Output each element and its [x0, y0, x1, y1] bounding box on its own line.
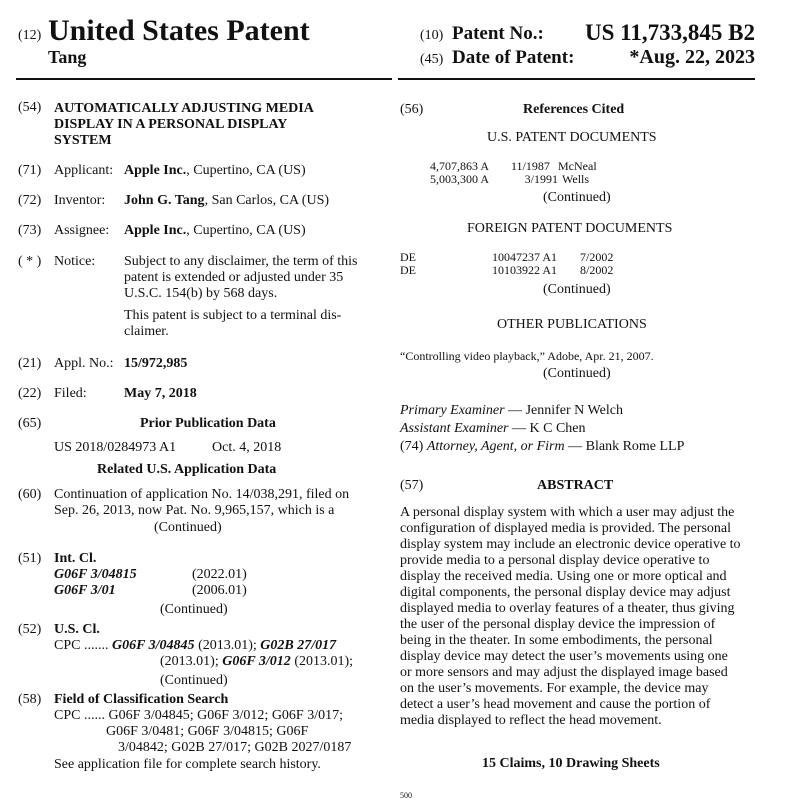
continuation-continued: (Continued) — [154, 520, 222, 535]
other-publication-entry: “Controlling video playback,” Adobe, Apr. 21, 2007. — [400, 349, 654, 363]
primary-examiner-name: — Jennifer N Welch — [508, 403, 623, 418]
continuation-text — [54, 487, 349, 519]
abstract-heading: ABSTRACT — [537, 478, 614, 493]
intcl-continued: (Continued) — [160, 602, 228, 617]
cpc-line — [54, 638, 336, 654]
continuation-line: Sep. 26, 2013, now Pat. No. 9,965,157, which is a — [54, 503, 335, 518]
abstract-line: the user of the personal display device the impression of — [400, 617, 716, 632]
inventor-location: , San Carlos, CA (US) — [204, 193, 330, 208]
cpc-version: (2013.01); — [160, 654, 223, 669]
related-application-heading: Related U.S. Application Data — [97, 462, 277, 477]
assignee-name: Apple Inc. — [124, 223, 187, 238]
appl-label: Appl. No.: — [54, 356, 114, 371]
prior-field-number: (65) — [18, 416, 42, 431]
inventor-field-number: (72) — [18, 193, 42, 208]
intcl-code: G06F 3/04815 — [54, 567, 137, 582]
us-reference-row — [430, 173, 589, 186]
us-ref-date: 11/1987 — [511, 159, 550, 173]
invention-title-line: AUTOMATICALLY ADJUSTING MEDIA — [54, 101, 314, 116]
abstract-field-number: (57) — [400, 478, 424, 493]
foreign-ref-number: 10047237 A1 — [492, 250, 558, 264]
applicant-value — [124, 163, 306, 179]
us-ref-number: 5,003,300 A — [430, 172, 490, 186]
date-number: (45) — [420, 52, 444, 67]
continuation-line: Continuation of application No. 14/038,291, filed on — [54, 487, 350, 502]
applicant-location: , Cupertino, CA (US) — [186, 163, 306, 178]
inventor-label: Inventor: — [54, 193, 106, 208]
foreign-ref-date: 8/2002 — [580, 263, 614, 277]
attorney-name: — Blank Rome LLP — [568, 439, 685, 454]
abstract-line: on the user’s movements. For example, the device may — [400, 681, 709, 696]
filed-label: Filed: — [54, 386, 87, 401]
intcl-label: Int. Cl. — [54, 551, 97, 566]
field-search-label: Field of Classification Search — [54, 692, 229, 707]
applicant-name: Apple Inc. — [124, 163, 187, 178]
notice-line: This patent is subject to a terminal dis- — [124, 308, 342, 323]
application-number: 15/972,985 — [124, 356, 188, 371]
other-publications-continued: (Continued) — [543, 366, 611, 381]
foreign-patent-documents-heading: FOREIGN PATENT DOCUMENTS — [467, 221, 673, 236]
patent-no-label: Patent No.: — [452, 23, 544, 44]
us-refs-continued: (Continued) — [543, 190, 611, 205]
intcl-code: G06F 3/01 — [54, 583, 116, 598]
references-heading: References Cited — [523, 102, 625, 117]
abstract-line: being in the theater. In some embodiments, the personal — [400, 633, 713, 648]
invention-title-line: DISPLAY IN A PERSONAL DISPLAY — [54, 117, 288, 132]
prior-publication-heading: Prior Publication Data — [140, 416, 276, 431]
header-rule-right — [398, 78, 755, 80]
abstract-line: provide media to a personal display device operative to — [400, 553, 710, 568]
applicant-label: Applicant: — [54, 163, 114, 178]
assistant-examiner-name: — K C Chen — [512, 421, 586, 436]
patent-title-heading: United States Patent — [48, 14, 310, 47]
abstract-line: displayed media to overlay features of a theater, thus giving — [400, 601, 735, 616]
abstract-line: display system may include an electronic device operative to — [400, 537, 741, 552]
terminal-disclaimer-text — [124, 308, 341, 340]
abstract-line: display the received media. Using one or more optical and — [400, 569, 727, 584]
us-ref-number: 4,707,863 A — [430, 159, 490, 173]
field-search-number: (58) — [18, 692, 42, 707]
filed-date: May 7, 2018 — [124, 386, 197, 401]
attorney-field-number: (74) — [400, 439, 424, 454]
uscl-label: U.S. Cl. — [54, 622, 100, 637]
kind-code-number: (12) — [18, 28, 42, 43]
field-search-line: 3/04842; G02B 27/017; G02B 2027/0187 — [118, 740, 352, 755]
notice-field-number: ( * ) — [18, 254, 42, 269]
us-ref-name: Wells — [562, 172, 590, 186]
abstract-line: display device may detect the user’s movements using one — [400, 649, 728, 664]
us-patent-documents-heading: U.S. PATENT DOCUMENTS — [487, 130, 657, 145]
invention-title-line: SYSTEM — [54, 133, 112, 148]
invention-title — [54, 101, 314, 149]
date-of-patent: *Aug. 22, 2023 — [629, 46, 755, 68]
abstract-line: digital components, the personal display device may adjust — [400, 585, 731, 600]
cpc-code: G06F 3/012 — [222, 654, 291, 669]
abstract-line: or more sensors and may adjust the displayed image based — [400, 665, 728, 680]
field-search-note: See application file for complete search history. — [54, 757, 321, 772]
notice-line: Subject to any disclaimer, the term of this — [124, 254, 358, 269]
assignee-location: , Cupertino, CA (US) — [186, 223, 306, 238]
claims-and-drawings: 15 Claims, 10 Drawing Sheets — [482, 756, 660, 771]
inventor-name: John G. Tang — [124, 193, 205, 208]
foreign-ref-country: DE — [400, 250, 416, 264]
title-field-number: (54) — [18, 100, 42, 115]
inventor-value — [124, 193, 329, 209]
assignee-label: Assignee: — [54, 223, 110, 238]
intcl-field-number: (51) — [18, 551, 42, 566]
abstract-line: A personal display system with which a user may adjust the — [400, 505, 735, 520]
cpc-version: (2013.01); — [290, 654, 354, 669]
field-search-line: CPC ...... G06F 3/04845; G06F 3/012; G06F 3/017; — [54, 708, 343, 723]
foreign-refs-continued: (Continued) — [543, 282, 611, 297]
intcl-version: (2006.01) — [192, 583, 247, 598]
abstract-line: media displayed to reflect the head movement. — [400, 713, 662, 728]
assistant-examiner-line — [400, 421, 586, 437]
continuation-field-number: (60) — [18, 487, 42, 502]
assistant-examiner-label: Assistant Examiner — [400, 421, 509, 436]
attorney-label: Attorney, Agent, or Firm — [426, 439, 565, 454]
date-of-patent-label: Date of Patent: — [452, 47, 575, 68]
notice-line: patent is extended or adjusted under 35 — [124, 270, 344, 285]
primary-examiner-line — [400, 403, 623, 419]
cpc-prefix: CPC ....... — [54, 638, 109, 653]
abstract-line: detect a user’s head movement and cause the portion of — [400, 697, 711, 712]
figure-reference-fragment: 500 — [400, 791, 412, 800]
other-publications-heading: OTHER PUBLICATIONS — [497, 317, 647, 332]
notice-text — [124, 254, 358, 302]
foreign-ref-number: 10103922 A1 — [492, 263, 558, 277]
prior-publication-date: Oct. 4, 2018 — [212, 440, 282, 455]
foreign-ref-country: DE — [400, 263, 416, 277]
assignee-field-number: (73) — [18, 223, 42, 238]
applicant-field-number: (71) — [18, 163, 42, 178]
foreign-ref-date: 7/2002 — [580, 250, 614, 264]
assignee-value — [124, 223, 306, 239]
notice-line: claimer. — [124, 324, 169, 339]
cpc-code: G02B 27/017 — [260, 638, 337, 653]
references-field-number: (56) — [400, 102, 424, 117]
appl-field-number: (21) — [18, 356, 42, 371]
abstract-text — [400, 505, 756, 729]
primary-examiner-label: Primary Examiner — [400, 403, 505, 418]
uscl-continued: (Continued) — [160, 673, 228, 688]
abstract-line: configuration of displayed media is provided. The personal — [400, 521, 731, 536]
attorney-line — [400, 439, 684, 455]
prior-publication-number: US 2018/0284973 A1 — [54, 440, 177, 455]
cpc-line — [160, 654, 353, 670]
foreign-reference-row — [400, 264, 613, 277]
inventor-surname: Tang — [48, 47, 87, 67]
us-ref-date: 3/1991 — [524, 172, 558, 186]
cpc-version: (2013.01); — [194, 638, 261, 653]
intcl-version: (2022.01) — [192, 567, 247, 582]
field-search-line: G06F 3/0481; G06F 3/04815; G06F — [106, 724, 309, 739]
patent-number: US 11,733,845 B2 — [585, 20, 755, 45]
filed-field-number: (22) — [18, 386, 42, 401]
uscl-field-number: (52) — [18, 622, 42, 637]
us-ref-name: McNeal — [558, 159, 597, 173]
cpc-code: G06F 3/04845 — [111, 638, 195, 653]
notice-label: Notice: — [54, 254, 96, 269]
notice-line: U.S.C. 154(b) by 568 days. — [124, 286, 278, 301]
header-rule-left — [16, 78, 392, 80]
patent-no-number: (10) — [420, 28, 444, 43]
